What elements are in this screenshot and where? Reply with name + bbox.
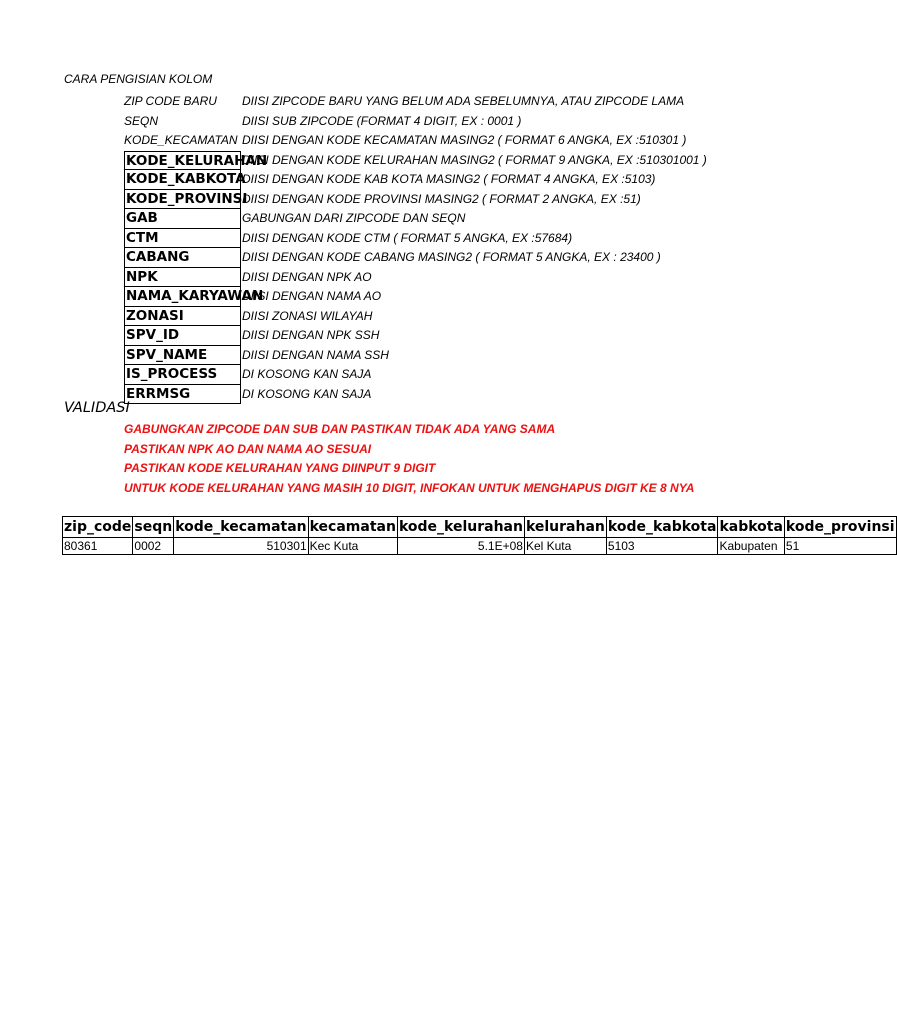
guide-row bbox=[0, 112, 768, 132]
guide-field-desc[interactable]: DIISI DENGAN KODE CTM ( FORMAT 5 ANGKA, EX :57684) bbox=[242, 230, 573, 245]
guide-field-desc[interactable]: DIISI DENGAN NAMA SSH bbox=[242, 347, 389, 362]
guide-field-desc[interactable]: DIISI DENGAN KODE PROVINSI MASING2 ( FORMAT 2 ANGKA, EX :51) bbox=[242, 191, 641, 206]
table-header-row bbox=[63, 517, 897, 538]
guide-field-name[interactable]: CABANG bbox=[124, 248, 241, 268]
table-cell[interactable]: 51 bbox=[784, 538, 896, 555]
table-body bbox=[63, 538, 897, 555]
table-cell[interactable]: 80361 bbox=[63, 538, 133, 555]
guide-field-name[interactable]: NAMA_KARYAWAN bbox=[124, 287, 241, 307]
guide-row bbox=[0, 131, 768, 151]
guide-row bbox=[0, 326, 768, 346]
guide-field-name[interactable]: ERRMSG bbox=[124, 385, 241, 405]
table-header-cell[interactable]: zip_code bbox=[63, 517, 133, 538]
guide-row bbox=[0, 307, 768, 327]
guide-field-name[interactable]: KODE_KABKOTA bbox=[124, 170, 241, 190]
validasi-items bbox=[124, 420, 695, 498]
guide-field-name[interactable]: KODE_KECAMATAN bbox=[124, 133, 238, 147]
table-cell[interactable]: 5103 bbox=[606, 538, 718, 555]
guide-row bbox=[0, 190, 768, 210]
guide-row bbox=[0, 170, 768, 190]
guide-row bbox=[0, 365, 768, 385]
guide-field-desc[interactable]: DIISI DENGAN NAMA AO bbox=[242, 289, 382, 303]
guide-row bbox=[0, 287, 768, 307]
guide-field-desc[interactable]: DIISI ZONASI WILAYAH bbox=[242, 308, 373, 323]
table-header-cell[interactable]: kode_provinsi bbox=[784, 517, 896, 538]
guide-field-desc[interactable]: GABUNGAN DARI ZIPCODE DAN SEQN bbox=[242, 211, 466, 225]
guide-field-desc[interactable]: DIISI DENGAN NPK AO bbox=[242, 269, 372, 284]
table-cell[interactable]: 5.1E+08 bbox=[397, 538, 524, 555]
guide-field-name[interactable]: ZONASI bbox=[124, 307, 241, 327]
table-cell[interactable]: Kec Kuta bbox=[308, 538, 397, 555]
guide-field-name[interactable]: SPV_ID bbox=[124, 326, 241, 346]
guide-field-name[interactable]: GAB bbox=[124, 209, 241, 229]
guide-row bbox=[0, 209, 768, 229]
guide-rows bbox=[0, 92, 768, 404]
guide-field-desc[interactable]: DIISI DENGAN NPK SSH bbox=[242, 328, 380, 342]
guide-field-name[interactable]: ZIP CODE BARU bbox=[124, 94, 217, 108]
validasi-item[interactable]: GABUNGKAN ZIPCODE DAN SUB DAN PASTIKAN TIDAK ADA YANG SAMA bbox=[124, 422, 556, 436]
validasi-item[interactable]: PASTIKAN NPK AO DAN NAMA AO SESUAI bbox=[124, 441, 372, 456]
table-header-cell[interactable]: kode_kecamatan bbox=[174, 517, 308, 538]
guide-field-desc[interactable]: DIISI DENGAN KODE KAB KOTA MASING2 ( FORMAT 4 ANGKA, EX :5103) bbox=[242, 172, 656, 186]
table-cell[interactable]: Kabupaten bbox=[718, 538, 784, 555]
guide-field-desc[interactable]: DIISI DENGAN KODE KELURAHAN MASING2 ( FORMAT 9 ANGKA, EX :510301001 ) bbox=[242, 152, 707, 167]
table-header-cell[interactable]: kelurahan bbox=[524, 517, 606, 538]
guide-row bbox=[0, 92, 768, 112]
guide-title: CARA PENGISIAN KOLOM bbox=[64, 72, 213, 86]
guide-field-name[interactable]: SPV_NAME bbox=[124, 346, 241, 366]
guide-row bbox=[0, 229, 768, 249]
table-header-cell[interactable]: kode_kabkota bbox=[606, 517, 718, 538]
guide-field-name[interactable]: CTM bbox=[124, 229, 241, 249]
guide-field-name[interactable]: SEQN bbox=[124, 113, 159, 128]
guide-row bbox=[0, 151, 768, 171]
guide-field-desc[interactable]: DIISI DENGAN KODE CABANG MASING2 ( FORMAT 5 ANGKA, EX : 23400 ) bbox=[242, 250, 661, 264]
guide-field-name[interactable]: IS_PROCESS bbox=[124, 365, 241, 385]
table-header-cell[interactable]: kode_kelurahan bbox=[397, 517, 524, 538]
guide-row bbox=[0, 346, 768, 366]
guide-field-desc[interactable]: DI KOSONG KAN SAJA bbox=[242, 386, 372, 401]
validasi-title: VALIDASI bbox=[64, 400, 130, 416]
table-header-cell[interactable]: kecamatan bbox=[308, 517, 397, 538]
table-cell[interactable]: 0002 bbox=[133, 538, 174, 555]
guide-row bbox=[0, 268, 768, 288]
guide-field-name[interactable]: KODE_KELURAHAN bbox=[126, 152, 268, 169]
table-header-cell[interactable]: kabkota bbox=[718, 517, 784, 538]
guide-row bbox=[0, 248, 768, 268]
table-cell[interactable]: Kel Kuta bbox=[524, 538, 606, 555]
guide-field-name[interactable]: KODE_PROVINSI bbox=[124, 190, 241, 210]
guide-field-desc[interactable]: DIISI SUB ZIPCODE (FORMAT 4 DIGIT, EX : 0001 ) bbox=[242, 113, 522, 128]
validasi-item[interactable]: UNTUK KODE KELURAHAN YANG MASIH 10 DIGIT, INFOKAN UNTUK MENGHAPUS DIGIT KE 8 NYA bbox=[124, 480, 695, 495]
table-row bbox=[63, 538, 897, 555]
guide-field-desc[interactable]: DIISI ZIPCODE BARU YANG BELUM ADA SEBELUMNYA, ATAU ZIPCODE LAMA bbox=[242, 94, 685, 108]
table-header-cell[interactable]: seqn bbox=[133, 517, 174, 538]
table-cell[interactable]: 510301 bbox=[174, 538, 308, 555]
data-table bbox=[62, 516, 897, 555]
validasi-item[interactable]: PASTIKAN KODE KELURAHAN YANG DIINPUT 9 DIGIT bbox=[124, 461, 436, 475]
guide-field-name[interactable]: NPK bbox=[124, 268, 241, 288]
guide-field-desc[interactable]: DIISI DENGAN KODE KECAMATAN MASING2 ( FORMAT 6 ANGKA, EX :510301 ) bbox=[242, 133, 687, 147]
guide-field-desc[interactable]: DI KOSONG KAN SAJA bbox=[242, 367, 372, 381]
